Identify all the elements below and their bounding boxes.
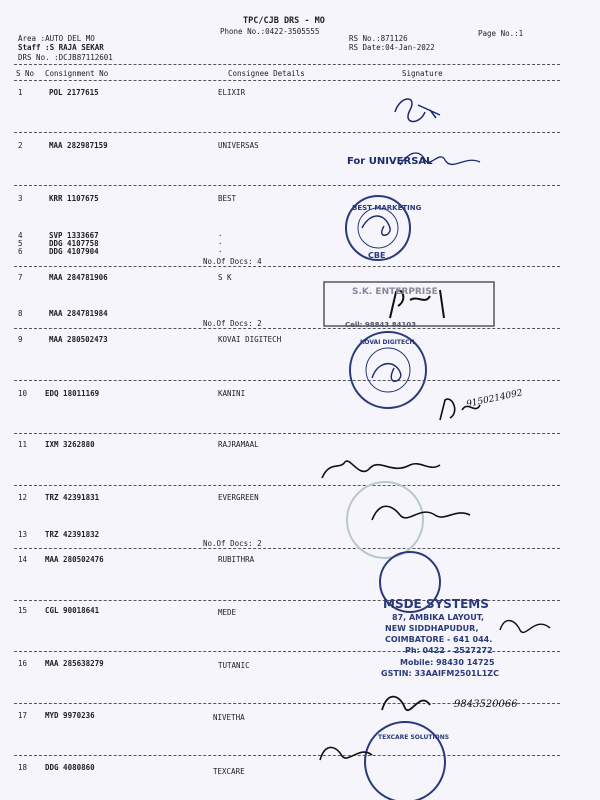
row-sno: 17 (18, 711, 28, 720)
col-consignment: Consignment No (45, 69, 109, 78)
row-consignee: EVERGREEN (218, 493, 259, 502)
row-consignee: BEST (218, 194, 237, 203)
row-consignment: MAA 282987159 (49, 141, 108, 150)
row-consignee: TEXCARE (213, 767, 245, 776)
signature-row-9 (372, 364, 401, 382)
nivetha-phone: 9843520066 (454, 699, 518, 710)
msde-mobile: Mobile: 98430 14725 (400, 658, 495, 667)
page-number: Page No.:1 (478, 29, 524, 38)
row-sno: 4 (18, 231, 23, 240)
texcare-stamp-text: TEXCARE SOLUTIONS (378, 734, 450, 741)
msde-address-1: 87, AMBIKA LAYOUT, (392, 613, 485, 622)
msde-name: MSDE SYSTEMS (383, 597, 489, 611)
row-consignee: KOVAI DIGITECH (218, 335, 282, 344)
row-sno: 12 (18, 493, 28, 502)
msde-address-2: NEW SIDDHAPUDUR, (385, 624, 479, 633)
signature-row-1 (395, 99, 440, 122)
row-consignment: EDQ 18011169 (45, 389, 100, 398)
signature-row-15 (500, 621, 550, 633)
row-sno: 10 (18, 389, 28, 398)
staff-label: Staff :S RAJA SEKAR (18, 43, 104, 52)
row-sno: 2 (18, 141, 23, 150)
row-consignment: TRZ 42391832 (45, 530, 100, 539)
row-sno: 14 (18, 555, 28, 564)
row-sno: 6 (18, 247, 23, 256)
row-sno: 18 (18, 763, 28, 772)
row-consignee: ELIXIR (218, 88, 246, 97)
msde-address-3: COIMBATORE - 641 044. (385, 635, 493, 644)
sk-stamp-text: S.K. ENTERPRISE (352, 287, 438, 297)
row-sno: 11 (18, 440, 28, 449)
row-consignment: SVP 1333667 (49, 231, 99, 240)
docs-count: No.Of Docs: 4 (203, 257, 262, 266)
row-consignment: CGL 90018641 (45, 606, 100, 615)
row-consignment: DDG 4080860 (45, 763, 95, 772)
row-sno: 13 (18, 530, 28, 539)
kovai-stamp-text: KOVAI DIGITECH (360, 339, 415, 346)
row-consignee: . (218, 237, 223, 246)
msde-phone: Ph: 0422 - 2527272 (405, 646, 493, 655)
kanini-phone: 9150214092 (465, 388, 524, 410)
row-consignee: UNIVERSAS (218, 141, 259, 150)
row-sno: 7 (18, 273, 23, 282)
sk-stamp-phone: Cell: 98843 84103 (345, 321, 417, 329)
row-consignee: TUTANIC (218, 661, 250, 670)
rs-date: RS Date:04-Jan-2022 (349, 43, 435, 52)
row-sno: 9 (18, 335, 23, 344)
row-consignee: RAJRAMAAL (218, 440, 259, 449)
row-sno: 1 (18, 88, 23, 97)
row-sno: 15 (18, 606, 28, 615)
col-consignee: Consignee Details (228, 69, 305, 78)
row-consignment: MAA 284781906 (49, 273, 108, 282)
row-sno: 5 (18, 239, 23, 248)
row-consignment: KRR 1107675 (49, 194, 99, 203)
row-consignment: DDG 4107904 (49, 247, 99, 256)
docs-count: No.Of Docs: 2 (203, 319, 262, 328)
row-consignment: IXM 3262880 (45, 440, 95, 449)
col-sno: S No (16, 69, 35, 78)
rs-number: RS No.:871126 (349, 34, 408, 43)
for-universal-text: For UNIVERSAL (347, 156, 433, 167)
row-consignee: . (218, 229, 223, 238)
cbe-text: CBE (368, 251, 386, 260)
phone-number: Phone No.:0422-3505555 (220, 27, 320, 36)
area-label: Area :AUTO DEL MO (18, 34, 95, 43)
row-consignment: MAA 284781984 (49, 309, 108, 318)
signature-row-17 (382, 697, 430, 711)
row-consignment: MYD 9970236 (45, 711, 95, 720)
row-consignee: MEDE (218, 608, 237, 617)
row-consignee: . (218, 245, 223, 254)
best-marketing-text: BEST MARKETING (352, 204, 422, 212)
row-consignee: NIVETHA (213, 713, 245, 722)
row-sno: 3 (18, 194, 23, 203)
row-consignment: MAA 280502476 (45, 555, 104, 564)
drs-number: DRS No. :DCJB87112601 (18, 53, 113, 62)
col-signature: Signature (402, 69, 443, 78)
msde-gstin: GSTIN: 33AAIFM2501L1ZC (381, 669, 499, 678)
row-consignee: S K (218, 273, 232, 282)
row-consignment: MAA 280502473 (49, 335, 108, 344)
row-consignment: MAA 285638279 (45, 659, 104, 668)
report-title: TPC/CJB DRS - MO (243, 16, 325, 26)
row-consignee: RUBITHRA (218, 555, 255, 564)
evergreen-stamp (347, 482, 423, 558)
signature-row-11 (322, 461, 440, 478)
docs-count: No.Of Docs: 2 (203, 539, 262, 548)
row-consignee: KANINI (218, 389, 246, 398)
signature-row-3 (362, 216, 390, 235)
row-sno: 8 (18, 309, 23, 318)
row-sno: 16 (18, 659, 28, 668)
row-consignment: TRZ 42391831 (45, 493, 100, 502)
row-consignment: DDG 4107758 (49, 239, 99, 248)
row-consignment: POL 2177615 (49, 88, 99, 97)
